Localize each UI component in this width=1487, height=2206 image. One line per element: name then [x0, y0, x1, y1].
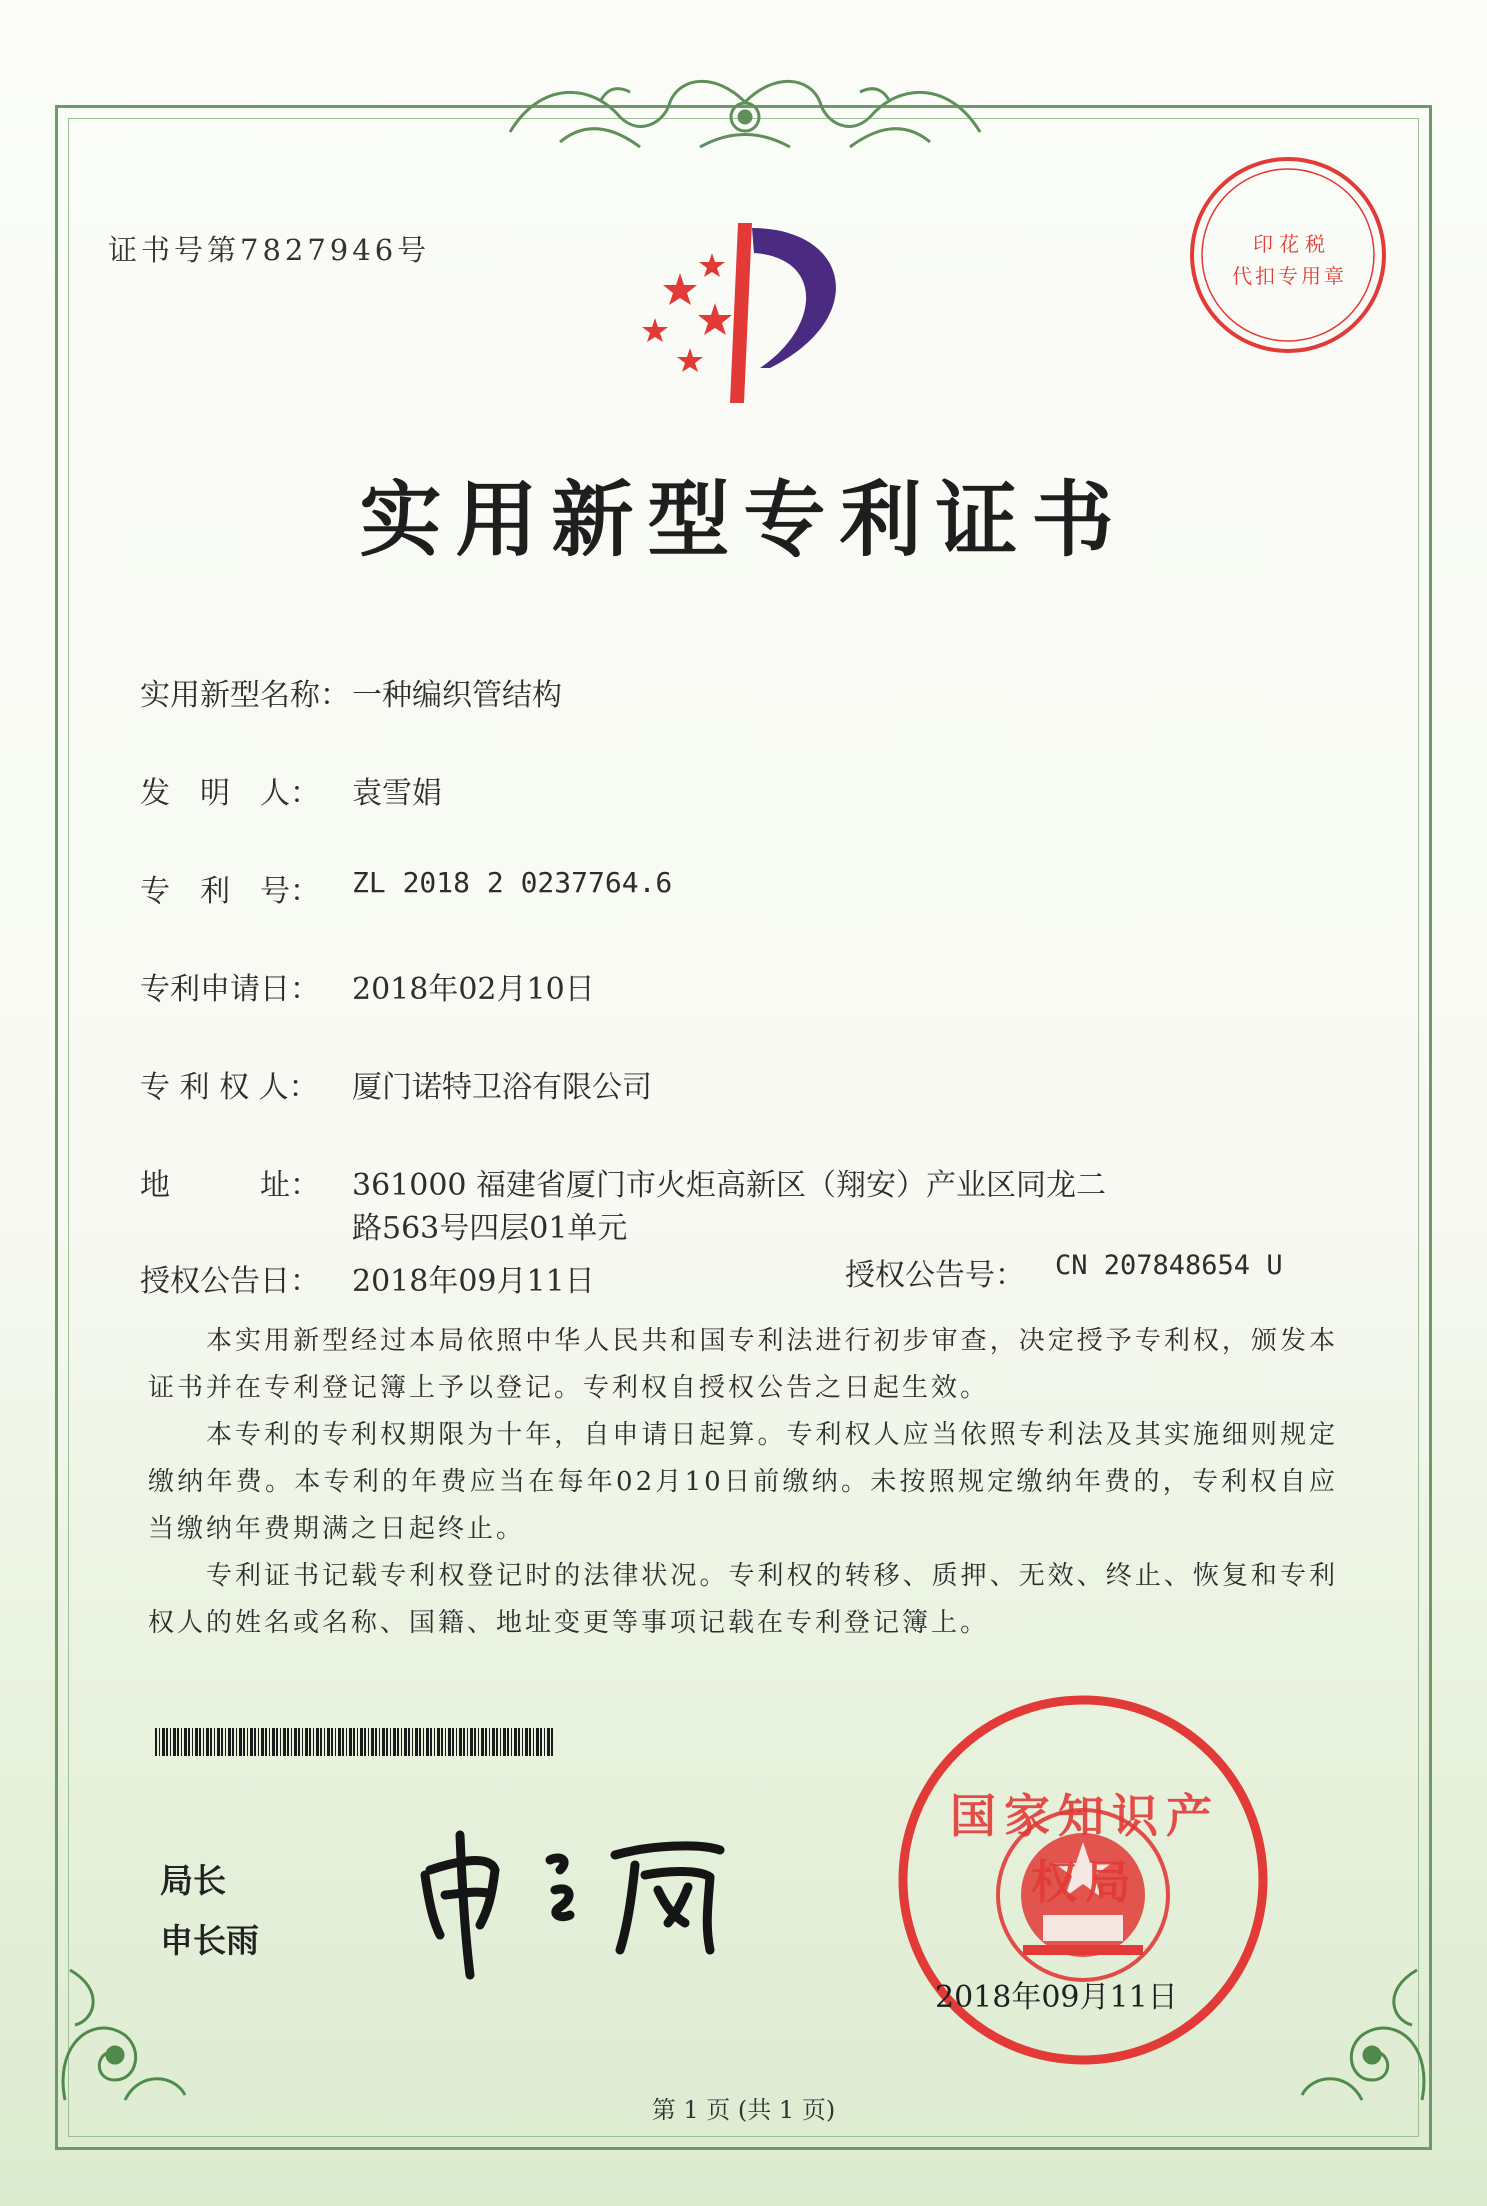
field-value-inventor: 袁雪娟 — [352, 776, 442, 811]
official-seal-text: 国家知识产权局 — [950, 1789, 1220, 1909]
field-value-name: 一种编织管结构 — [352, 678, 562, 713]
field-value-address-line2: 路563号四层01单元 — [352, 1211, 628, 1246]
body-paragraph: 本实用新型经过本局依照中华人民共和国专利法进行初步审查，决定授予专利权，颁发本证书并在专利登记簿上予以登记。专利权自授权公告之日起生效。 — [148, 1326, 1338, 1403]
field-label-patent-number: 专 利 号： — [140, 874, 320, 909]
body-paragraph: 本专利的专利权期限为十年，自申请日起算。专利权人应当依照专利法及其实施细则规定缴纳年费。本专利的年费应当在每年02月10日前缴纳。未按照规定缴纳年费的，专利权自应当缴纳年费期满之日起终止。 — [148, 1420, 1338, 1544]
tax-seal-center-line2: 代扣专用章 — [1232, 264, 1347, 288]
tax-seal-center-line1: 印花税 — [1253, 232, 1331, 256]
field-value-grant-date: 2018年09月11日 — [352, 1264, 595, 1299]
barcode — [155, 1728, 553, 1756]
page-number: 第 1 页 (共 1 页) — [651, 2096, 836, 2124]
signatory-title: 局长 — [160, 1861, 226, 1900]
field-value-application-date: 2018年02月10日 — [352, 972, 595, 1007]
field-label-announcement-number: 授权公告号： — [845, 1258, 1025, 1293]
bottom-right-ornament-icon — [1292, 1930, 1442, 2110]
field-label-patentee: 专 利 权 人： — [140, 1070, 319, 1105]
field-label-address: 地 址： — [140, 1168, 320, 1203]
body-paragraph: 专利证书记载专利权登记时的法律状况。专利权的转移、质押、无效、终止、恢复和专利权人的姓名或名称、国籍、地址变更等事项记载在专利登记簿上。 — [148, 1561, 1338, 1638]
certificate-body — [148, 1318, 1338, 1647]
certificate-number: 证书号第7827946号 — [108, 233, 431, 267]
field-value-address-line1: 361000 福建省厦门市火炬高新区（翔安）产业区同龙二 — [352, 1168, 1107, 1203]
handwritten-signature-icon — [410, 1815, 760, 1985]
field-value-announcement-number: CN 207848654 U — [1055, 1250, 1283, 1281]
field-value-patentee: 厦门诺特卫浴有限公司 — [352, 1070, 652, 1105]
signatory-name: 申长雨 — [160, 1921, 259, 1960]
seal-date: 2018年09月11日 — [935, 1980, 1178, 2015]
field-label-inventor: 发 明 人： — [140, 776, 320, 811]
page-title: 实用新型专利证书 — [359, 472, 1128, 568]
field-label-application-date: 专利申请日： — [140, 972, 320, 1007]
field-label-grant-date: 授权公告日： — [140, 1264, 320, 1299]
field-value-patent-number: ZL 2018 2 0237764.6 — [352, 866, 673, 899]
patent-office-logo-icon — [620, 218, 880, 408]
field-label-name: 实用新型名称： — [140, 678, 350, 713]
top-ornament-icon — [500, 62, 990, 162]
